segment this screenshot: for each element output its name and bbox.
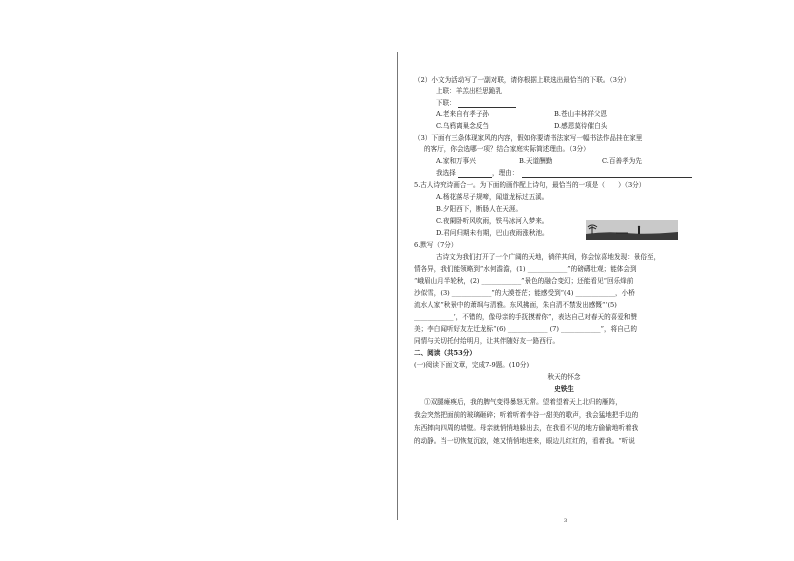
q5-stem: 5.古人诗究诗画合一。为下面的画作配上诗句，最恰当的一项是（ ）（3分） [414,181,646,189]
q3-reason-label: ，理由： [492,169,519,177]
q2-lower-label: 下联： [436,99,456,107]
q3-choice-blank[interactable] [458,177,492,178]
q3-option-a: A.家和万事兴 [436,157,476,165]
article-paragraph-line-2: 我会突然把面前的玻璃砸碎；听着听着李谷一甜美的歌声，我会猛地把手边的 [414,411,639,419]
q5-option-a: A.杨花落尽子规啼，闻道龙标过五溪。 [436,193,549,201]
q6-line-6: ____________’，不错的，像母亲的手抚摸着你”，表达自己对春天的喜爱和赞 [414,313,638,321]
q6-title: 6.默写（7分） [414,241,458,249]
article-paragraph-line-4: 的动静。当一切恢复沉寂，她又悄悄地进来，眼边儿红红的，看着我。“听说 [414,437,635,445]
q2-answer-blank[interactable] [458,107,516,108]
exam-page [414,70,714,530]
article-paragraph-line-3: 东西摔向四周的墙壁。母亲就悄悄地躲出去，在我看不见的地方偷偷地听着我 [414,424,639,432]
q6-line-5: 流水人家”秋景中的萧飒与清雅。东风拂面，朱自清不禁发出感慨“‘(5) [414,301,617,309]
q5-option-c: C.夜阑卧听风吹雨，铁马冰河入梦来。 [436,217,549,225]
q6-line-2: 情各异，我们能领略到“水何澹澹，(1) ____________”的磅礴壮观；能体会到 [414,265,637,273]
article-author: 史铁生 [554,385,574,393]
q6-line-4: 沙似雪，(3) ____________”的大漠苍茫；能感受到“(4) ____________，小桥 [414,289,635,297]
article-title: 秋天的怀念 [547,373,581,381]
q5-option-d: D.君问归期未有期，巴山夜雨涨秋池。 [436,229,549,237]
painting-scene-icon [586,220,678,240]
q6-line-7: 美；李白闻听好友左迁龙标“(6) ____________ (7) ____________”，将自己的 [414,325,637,333]
q6-line-3: “峨眉山月半轮秋，(2) ____________”景色的融合变幻；还能看见“回乐烽前 [414,277,634,285]
q2-option-b: B.苍山丰林祥父恩 [554,110,608,118]
q2-upper-couplet: 上联：羊羔出栏思跪乳 [436,87,502,95]
q3-stem-line2: 的客厅，你会选哪一项？结合家庭实际简述理由。（3分） [424,145,590,153]
q3-option-b: B.天道酬勤 [519,157,553,165]
q2-stem: （2）小文为活动写了一副对联，请你根据上联选出最恰当的下联。（3分） [414,76,631,84]
q2-option-a: A.老来自有孝子孙 [436,110,490,118]
q6-line-1: 古诗文为我们打开了一个广阔的天地，徜徉其间，你会惊喜地发现：景俗至， [436,253,661,261]
section2-title: 二、阅读（共53分） [414,349,476,357]
section2-subtitle: (一)阅读下面文章，完成7-9题。(10分) [414,361,530,369]
q5-painting-image [586,220,678,240]
q2-option-d: D.感恩莫待催白头 [554,122,608,130]
q5-option-b: B.夕阳西下，断肠人在天涯。 [436,205,523,213]
q3-stem-line1: （3）下面有三条体现家风的内容，假如你要请书法家写一幅书法作品挂在家里 [414,134,643,142]
page-fold-line [397,52,398,520]
q3-option-c: C.百善孝为先 [602,157,642,165]
q3-reason-blank[interactable] [522,177,692,178]
page-number: 3 [564,518,568,524]
article-paragraph-line-1: ①双腿瘫痪后，我的脾气变得暴怒无常。望着望着天上北归的雁阵， [424,398,622,406]
q2-option-c: C.乌鸦离巢念反刍 [436,122,490,130]
q3-choose-label: 我选择 [436,169,456,177]
q6-line-8: 同情与关切托付给明月，让其伴随好友一路西行。 [414,337,560,345]
